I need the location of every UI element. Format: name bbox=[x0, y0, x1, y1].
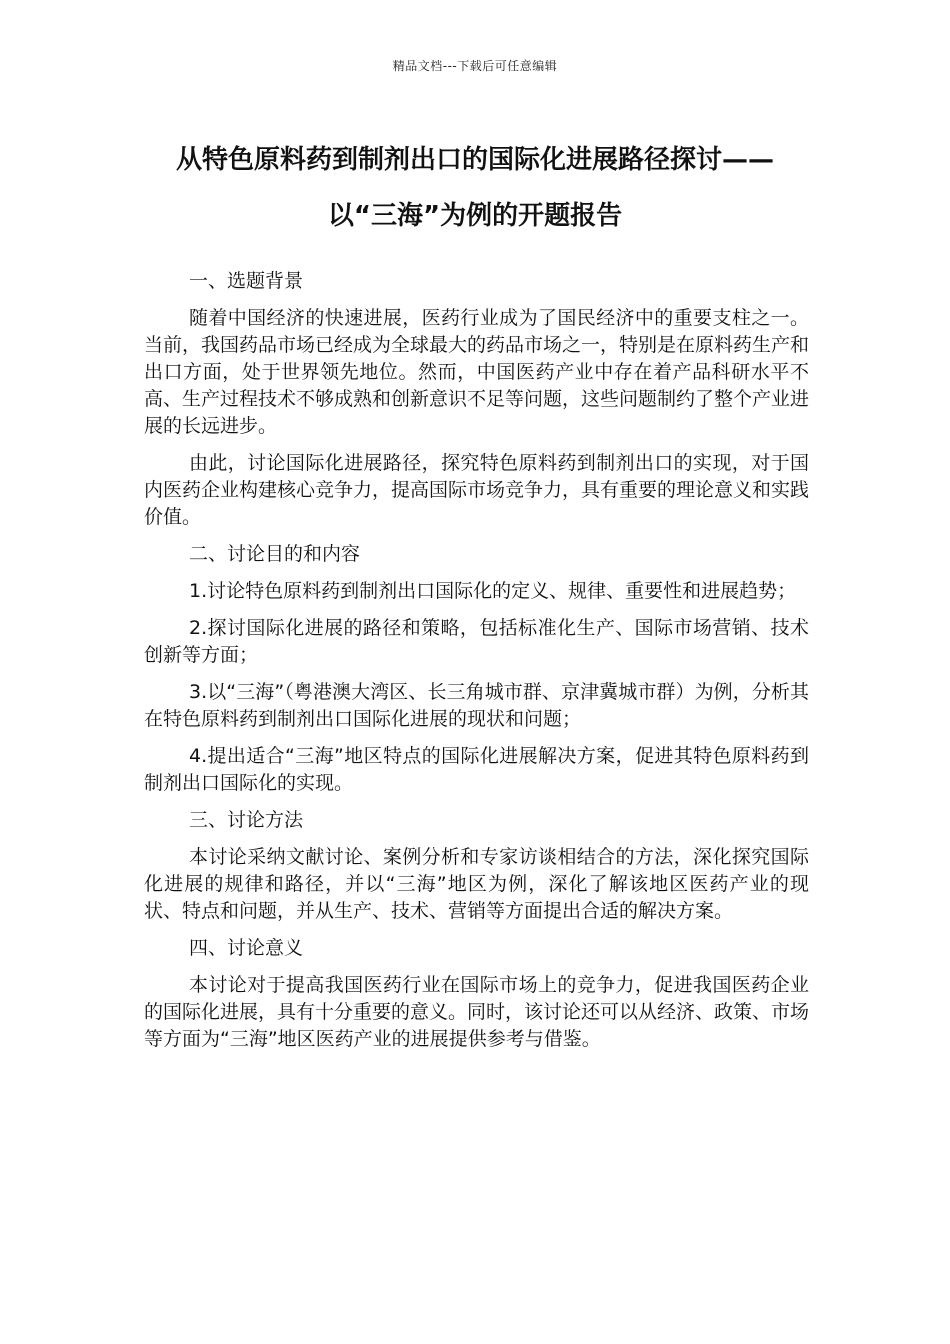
document-body bbox=[144, 268, 809, 1063]
purpose-item-3: 3.以“三海”（粤港澳大湾区、长三角城市群、京津冀城市群）为例，分析其在特色原料药到制剂出口国际化进展的现状和问题； bbox=[144, 681, 809, 730]
significance-paragraph: 本讨论对于提高我国医药行业在国际市场上的竞争力，促进我国医药企业的国际化进展，具有十分重要的意义。同时，该讨论还可以从经济、政策、市场等方面为“三海”地区医药产业的进展提供参考与借鉴。 bbox=[144, 974, 810, 1050]
document-title bbox=[125, 132, 825, 244]
section-heading-purpose: 二、讨论目的和内容 bbox=[189, 543, 361, 565]
background-paragraph-1: 随着中国经济的快速进展，医药行业成为了国民经济中的重要支柱之一。当前，我国药品市场已经成为全球最大的药品市场之一，特别是在原料药生产和出口方面，处于世界领先地位。然而，中国医药产业中存在着产品科研水平不高、生产过程技术不够成熟和创新意识不足等问题，这些问题制约了整个产业进展的长远进步。 bbox=[144, 307, 810, 437]
purpose-item-2: 2.探讨国际化进展的路径和策略，包括标准化生产、国际市场营销、技术创新等方面； bbox=[144, 617, 809, 666]
title-line-1: 从特色原料药到制剂出口的国际化进展路径探讨—— bbox=[175, 145, 774, 175]
header-note: 精品文档---下载后可任意编辑 bbox=[392, 59, 558, 73]
purpose-item-4: 4.提出适合“三海”地区特点的国际化进展解决方案，促进其特色原料药到制剂出口国际化的实现。 bbox=[144, 745, 809, 794]
title-line-2: 以“三海”为例的开题报告 bbox=[327, 201, 623, 231]
section-heading-background: 一、选题背景 bbox=[189, 270, 304, 292]
purpose-item-1: 1.讨论特色原料药到制剂出口国际化的定义、规律、重要性和进展趋势； bbox=[189, 580, 797, 602]
background-paragraph-2: 由此，讨论国际化进展路径，探究特色原料药到制剂出口的实现，对于国内医药企业构建核心竞争力，提高国际市场竞争力，具有重要的理论意义和实践价值。 bbox=[144, 452, 810, 528]
section-heading-method: 三、讨论方法 bbox=[189, 809, 304, 831]
method-paragraph: 本讨论采纳文献讨论、案例分析和专家访谈相结合的方法，深化探究国际化进展的规律和路径，并以“三海”地区为例，深化了解该地区医药产业的现状、特点和问题，并从生产、技术、营销等方面提出合适的解决方案。 bbox=[144, 846, 809, 922]
section-heading-significance: 四、讨论意义 bbox=[189, 937, 304, 959]
